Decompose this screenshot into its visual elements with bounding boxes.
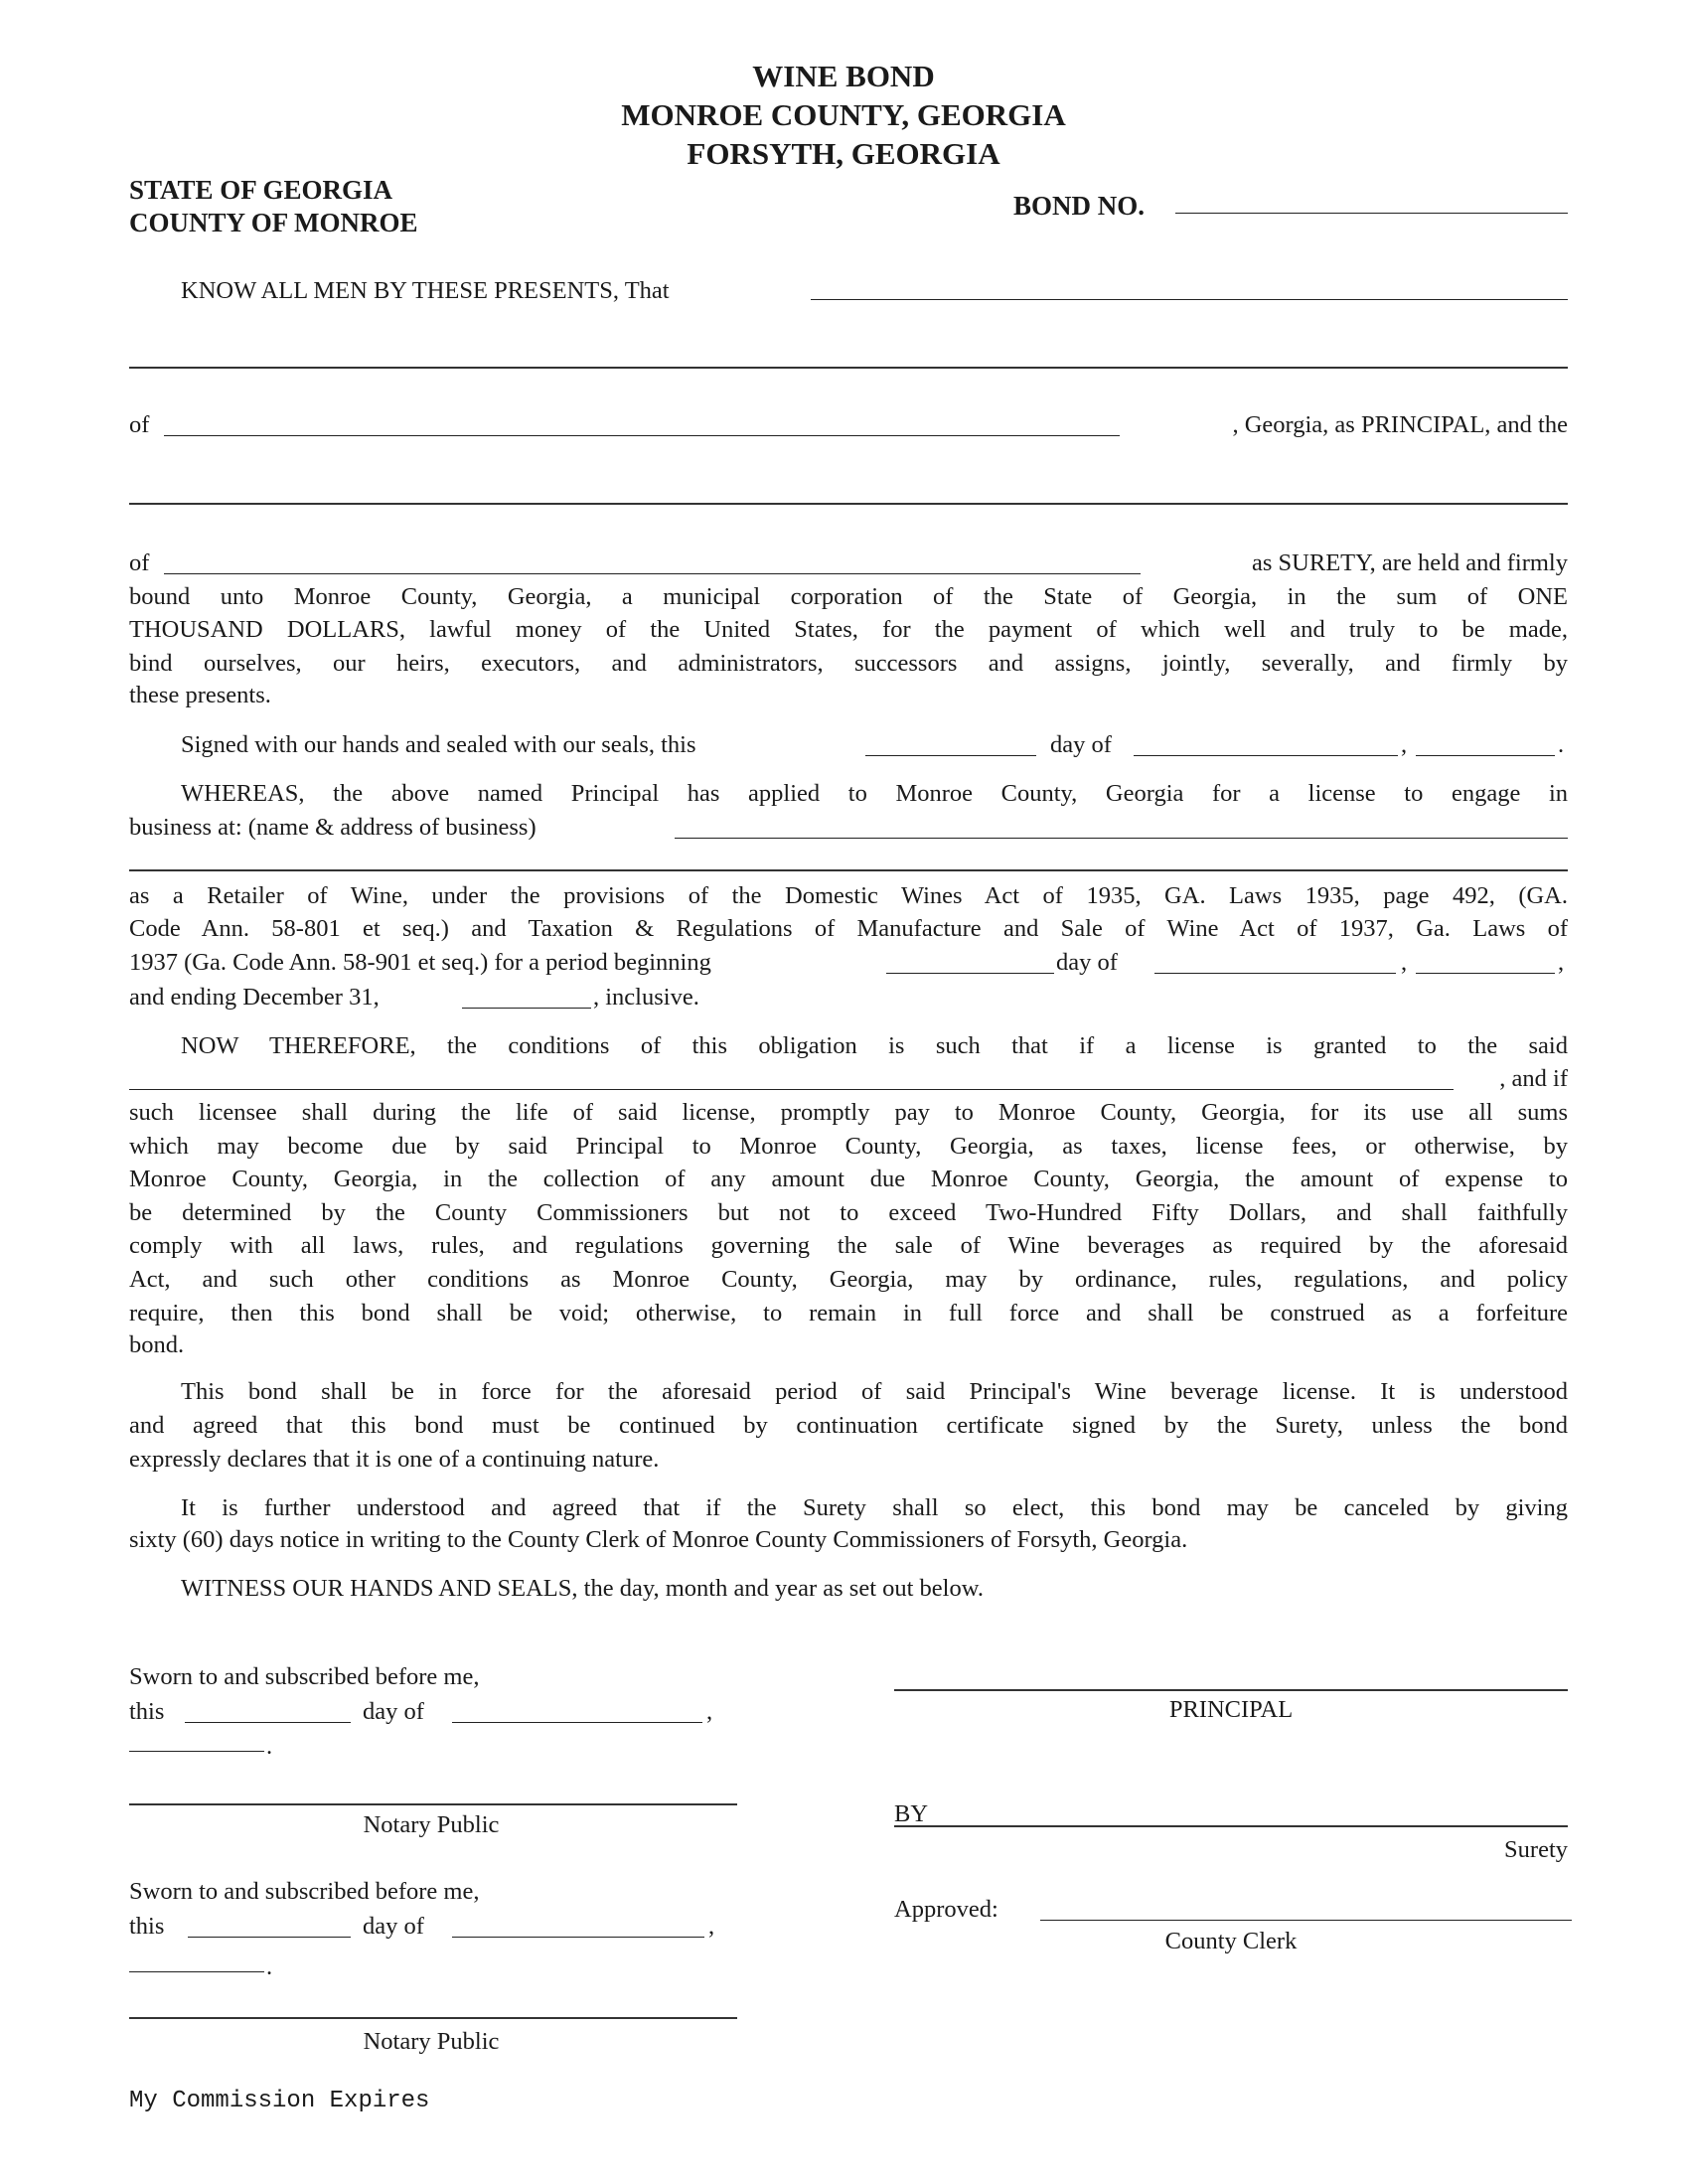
body-line: these presents.: [129, 682, 271, 708]
county-label: COUNTY OF MONROE: [129, 208, 418, 237]
notary2-day-field[interactable]: [188, 1937, 351, 1938]
period: .: [266, 1733, 273, 1760]
period-month-field[interactable]: [1154, 973, 1396, 974]
body-line: This bond shall be in force for the aforesaid period of said Principal's Wine beverage license. It is understood: [181, 1378, 1568, 1405]
sworn-text: Sworn to and subscribed before me,: [129, 1663, 480, 1690]
comma: ,: [708, 1913, 715, 1940]
principal-label: PRINCIPAL: [1168, 1696, 1294, 1723]
bond-no-label: BOND NO.: [1013, 191, 1146, 221]
day-of-label: day of: [363, 1698, 424, 1725]
of-label: of: [129, 411, 150, 438]
licensee-field[interactable]: [129, 1089, 1454, 1090]
body-line: comply with all laws, rules, and regulations governing the sale of Wine beverages as required by the aforesaid: [129, 1232, 1568, 1259]
comma: ,: [706, 1698, 713, 1725]
sworn-text: Sworn to and subscribed before me,: [129, 1878, 480, 1905]
comma: ,: [1401, 949, 1408, 976]
principal-name-field[interactable]: [811, 299, 1568, 300]
notary1-year-field[interactable]: [129, 1751, 264, 1752]
surety-suffix-text: as SURETY, are held and firmly: [1252, 549, 1568, 576]
principal-signature-line[interactable]: [894, 1689, 1568, 1691]
notary2-month-field[interactable]: [452, 1937, 704, 1938]
day-of-label: day of: [1050, 731, 1112, 758]
day-of-label: day of: [363, 1913, 424, 1940]
surety-label: Surety: [1504, 1836, 1568, 1863]
document-subtitle-city: FORSYTH, GEORGIA: [687, 136, 1000, 171]
day-of-label: day of: [1056, 949, 1118, 976]
body-line: be determined by the County Commissioners but not to exceed Two-Hundred Fifty Dollars, and shall faithfully: [129, 1199, 1568, 1226]
body-line: Monroe County, Georgia, in the collection of any amount due Monroe County, Georgia, the amount of expense to: [129, 1166, 1568, 1192]
signed-month-field[interactable]: [1134, 755, 1398, 756]
surety-location-field[interactable]: [164, 573, 1141, 574]
document-subtitle-county: MONROE COUNTY, GEORGIA: [621, 97, 1066, 132]
whereas-line: WHEREAS, the above named Principal has applied to Monroe County, Georgia for a license to engage in: [181, 780, 1568, 807]
period-year-field[interactable]: [1416, 973, 1555, 974]
comma: ,: [1558, 949, 1565, 976]
body-line: Code Ann. 58-801 et seq.) and Taxation & Regulations of Manufacture and Sale of Wine Act of 1937, Ga. Laws of: [129, 915, 1568, 942]
body-line: bind ourselves, our heirs, executors, and administrators, successors and assigns, jointly, severally, and firmly by: [129, 650, 1568, 677]
body-line: bond.: [129, 1331, 185, 1358]
surety-name-field[interactable]: [129, 503, 1568, 505]
period-beginning-text: 1937 (Ga. Code Ann. 58-901 et seq.) for a period beginning: [129, 949, 711, 976]
of-label: of: [129, 549, 150, 576]
this-label: this: [129, 1913, 165, 1940]
signed-text: Signed with our hands and sealed with our seals, this: [181, 731, 696, 758]
period: .: [266, 1953, 273, 1980]
signed-year-field[interactable]: [1416, 755, 1555, 756]
business-at-label: business at: (name & address of business): [129, 814, 537, 841]
know-all-men-text: KNOW ALL MEN BY THESE PRESENTS, That: [181, 277, 670, 304]
period-day-field[interactable]: [886, 973, 1054, 974]
principal-location-field[interactable]: [164, 435, 1120, 436]
signed-day-field[interactable]: [865, 755, 1036, 756]
document-title: WINE BOND: [752, 59, 935, 93]
body-line: Act, and such other conditions as Monroe County, Georgia, may by ordinance, rules, regulations, and policy: [129, 1266, 1568, 1293]
body-line: require, then this bond shall be void; otherwise, to remain in full force and shall be construed as a forfeiture: [129, 1300, 1568, 1326]
body-line: bound unto Monroe County, Georgia, a municipal corporation of the State of Georgia, in the sum of ONE: [129, 583, 1568, 610]
this-label: this: [129, 1698, 165, 1725]
body-line: as a Retailer of Wine, under the provisions of the Domestic Wines Act of 1935, GA. Laws 1935, page 492, (GA.: [129, 882, 1568, 909]
principal-name-line-2[interactable]: [129, 367, 1568, 369]
notary2-year-field[interactable]: [129, 1971, 264, 1972]
now-therefore-line: NOW THEREFORE, the conditions of this obligation is such that if a license is granted to the said: [181, 1032, 1568, 1059]
surety-signature-line[interactable]: [894, 1825, 1568, 1827]
inclusive-text: , inclusive.: [593, 984, 699, 1011]
bond-no-field[interactable]: [1175, 213, 1568, 214]
notary-public-label: Notary Public: [363, 2028, 500, 2055]
witness-text: WITNESS OUR HANDS AND SEALS, the day, month and year as set out below.: [181, 1575, 984, 1602]
notary1-day-field[interactable]: [185, 1722, 351, 1723]
body-line: such licensee shall during the life of said license, promptly pay to Monroe County, Georgia, for its use all sums: [129, 1099, 1568, 1126]
body-line: which may become due by said Principal to Monroe County, Georgia, as taxes, license fees, or otherwise, by: [129, 1133, 1568, 1160]
notary2-signature-line[interactable]: [129, 2017, 737, 2019]
body-line: sixty (60) days notice in writing to the County Clerk of Monroe County Commissioners of Forsyth, Georgia.: [129, 1526, 1188, 1553]
by-label: BY: [894, 1800, 929, 1827]
end-year-field[interactable]: [462, 1008, 591, 1009]
body-line: THOUSAND DOLLARS, lawful money of the United States, for the payment of which well and truly to be made,: [129, 616, 1568, 643]
commission-expires-label: My Commission Expires: [129, 2088, 430, 2114]
period: .: [1558, 731, 1565, 758]
notary1-month-field[interactable]: [452, 1722, 702, 1723]
business-field[interactable]: [675, 838, 1568, 839]
approved-signature-field[interactable]: [1040, 1920, 1572, 1921]
body-line: and agreed that this bond must be continued by continuation certificate signed by the Surety, unless the bond: [129, 1412, 1568, 1439]
notary-public-label: Notary Public: [363, 1811, 500, 1838]
comma: ,: [1401, 731, 1408, 758]
business-field-line-2[interactable]: [129, 869, 1568, 871]
and-if-text: , and if: [1499, 1065, 1568, 1092]
ending-text: and ending December 31,: [129, 984, 380, 1011]
approved-label: Approved:: [894, 1896, 998, 1923]
body-line: It is further understood and agreed that if the Surety shall so elect, this bond may be canceled by giving: [181, 1494, 1568, 1521]
principal-suffix-text: , Georgia, as PRINCIPAL, and the: [1232, 411, 1568, 438]
notary1-signature-line[interactable]: [129, 1803, 737, 1805]
county-clerk-label: County Clerk: [1164, 1928, 1298, 1954]
body-line: expressly declares that it is one of a continuing nature.: [129, 1446, 660, 1473]
state-label: STATE OF GEORGIA: [129, 175, 393, 205]
